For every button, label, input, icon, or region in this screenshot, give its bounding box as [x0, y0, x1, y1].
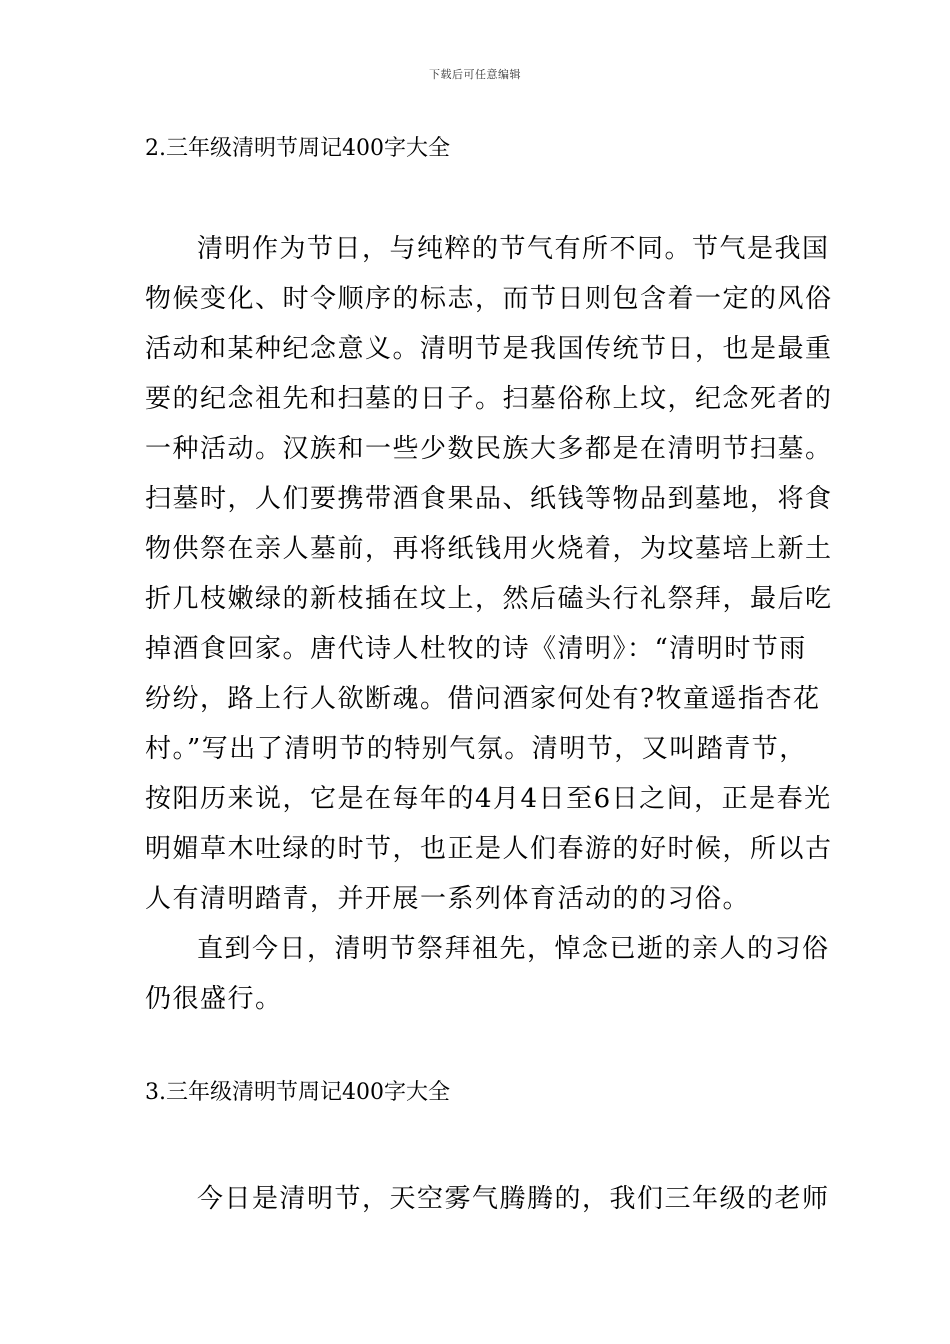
paragraph-line: 要的纪念祖先和扫墓的日子。扫墓俗称上坟，纪念死者的 [145, 384, 833, 414]
paragraph-line: 人有清明踏青，并开展一系列体育活动的的习俗。 [145, 884, 751, 914]
paragraph-line: 今日是清明节，天空雾气腾腾的，我们三年级的老师 [197, 1184, 830, 1214]
section-heading: 2.三年级清明节周记400字大全 [145, 136, 450, 161]
paragraph-line: 活动和某种纪念意义。清明节是我国传统节日，也是最重 [145, 334, 833, 364]
paragraph-line: 一种活动。汉族和一些少数民族大多都是在清明节扫墓。 [145, 434, 833, 464]
paragraph-line: 仍很盛行。 [145, 984, 283, 1014]
paragraph-line: 纷纷，路上行人欲断魂。借问酒家何处有?牧童遥指杏花 [145, 684, 821, 714]
section-body [145, 224, 833, 1024]
paragraph-line: 清明作为节日，与纯粹的节气有所不同。节气是我国 [197, 234, 830, 264]
section-heading: 3.三年级清明节周记400字大全 [145, 1080, 450, 1105]
paragraph-line: 村。”写出了清明节的特别气氛。清明节，又叫踏青节， [145, 734, 807, 764]
paragraph-line: 物供祭在亲人墓前，再将纸钱用火烧着，为坟墓培上新土 [145, 534, 833, 564]
paragraph-line: 掉酒食回家。唐代诗人杜牧的诗《清明》：“清明时节雨 [145, 634, 807, 664]
section-body [145, 1174, 830, 1224]
paragraph-line: 折几枝嫩绿的新枝插在坟上，然后磕头行礼祭拜，最后吃 [145, 584, 833, 614]
paragraph-line: 直到今日，清明节祭拜祖先，悼念已逝的亲人的习俗 [197, 934, 830, 964]
header-note: 下载后可任意编辑 [429, 68, 521, 81]
paragraph-line: 按阳历来说，它是在每年的4月4日至6日之间，正是春光 [145, 784, 832, 814]
paragraph-line: 扫墓时，人们要携带酒食果品、纸钱等物品到墓地，将食 [145, 484, 833, 514]
paragraph-line: 明媚草木吐绿的时节，也正是人们春游的好时候，所以古 [145, 834, 833, 864]
paragraph-line: 物候变化、时令顺序的标志，而节日则包含着一定的风俗 [145, 284, 833, 314]
